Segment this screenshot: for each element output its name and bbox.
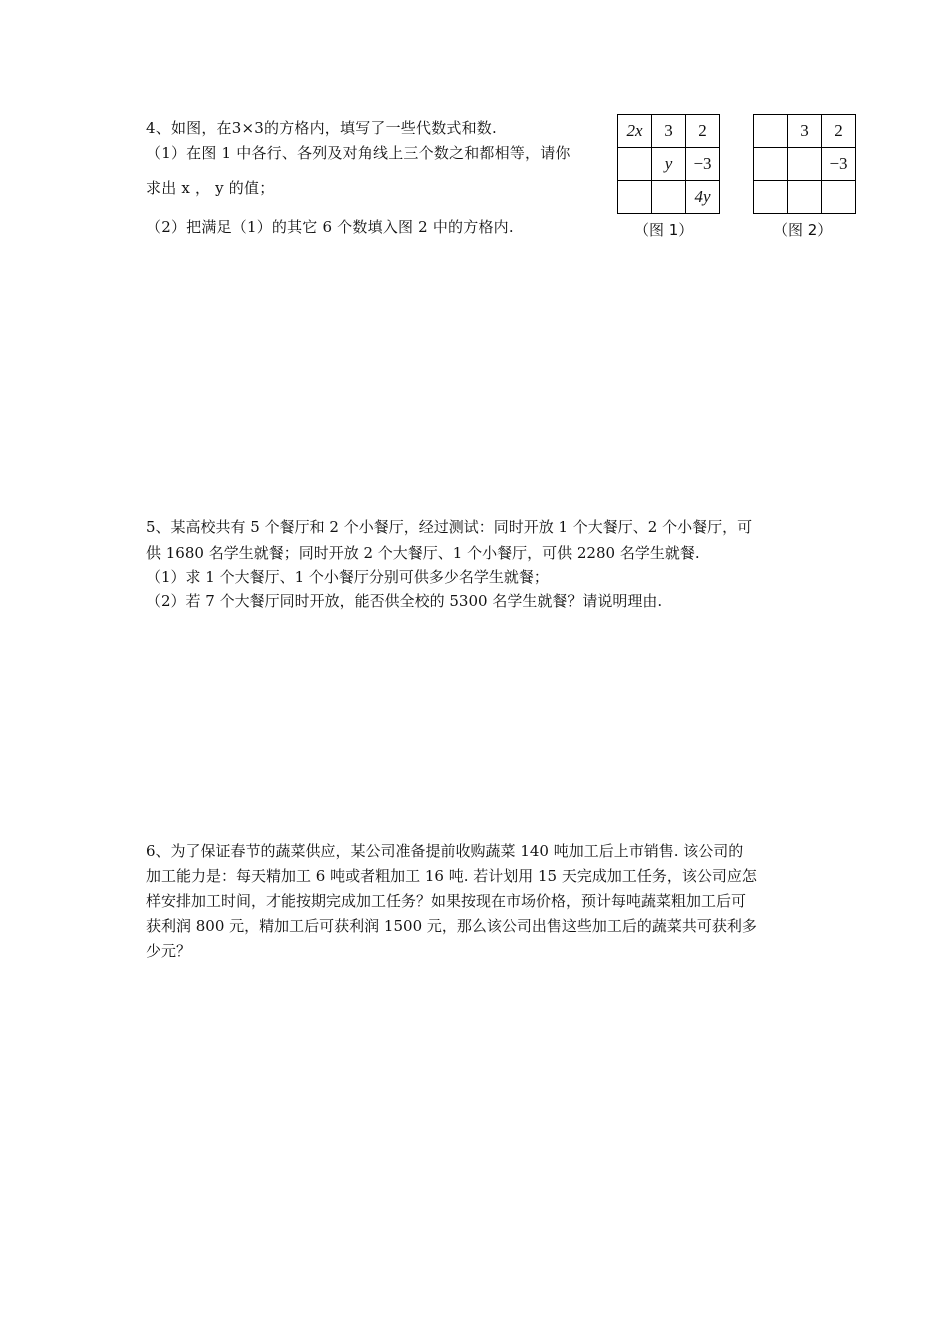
q6-line-1: 6、为了保证春节的蔬菜供应，某公司准备提前收购蔬菜 140 吨加工后上市销售. 该公司的 [146, 842, 744, 860]
figure-2-caption: （图 2） [773, 221, 833, 239]
fig2-cell [788, 148, 822, 181]
figure-2-grid [753, 114, 856, 214]
q6-line-2: 加工能力是：每天精加工 6 吨或者粗加工 16 吨. 若计划用 15 天完成加工任务，该公司应怎 [146, 867, 757, 885]
fig2-cell [754, 148, 788, 181]
fig2-cell [822, 181, 856, 214]
fig1-cell: y [652, 148, 686, 181]
fig2-cell: −3 [822, 148, 856, 181]
fig1-cell: 3 [652, 115, 686, 148]
q4-line-3: 求出 x ， y 的值； [146, 179, 275, 197]
q5-line-3: （1）求 1 个大餐厅、1 个小餐厅分别可供多少名学生就餐； [146, 568, 549, 586]
figure-1-caption: （图 1） [634, 221, 694, 239]
fig2-cell: 3 [788, 115, 822, 148]
fig2-cell [754, 181, 788, 214]
fig1-cell [618, 148, 652, 181]
fig1-cell [652, 181, 686, 214]
q5-line-2: 供 1680 名学生就餐；同时开放 2 个大餐厅、1 个小餐厅，可供 2280 名学生就餐. [146, 544, 700, 562]
fig1-cell: 2 [686, 115, 720, 148]
fig1-cell: 2x [618, 115, 652, 148]
fig1-cell [618, 181, 652, 214]
q6-line-4: 获利润 800 元，精加工后可获利润 1500 元，那么该公司出售这些加工后的蔬菜共可获利多 [146, 917, 757, 935]
q6-line-3: 样安排加工时间，才能按期完成加工任务？如果按现在市场价格，预计每吨蔬菜粗加工后可 [146, 892, 747, 910]
q5-line-4: （2）若 7 个大餐厅同时开放，能否供全校的 5300 名学生就餐？请说明理由. [146, 592, 663, 610]
fig1-cell: 4y [686, 181, 720, 214]
q4-line-4: （2）把满足（1）的其它 6 个数填入图 2 中的方格内. [146, 218, 514, 236]
figure-1-grid [617, 114, 720, 214]
q5-line-1: 5、某高校共有 5 个餐厅和 2 个小餐厅，经过测试：同时开放 1 个大餐厅、2 个小餐厅，可 [146, 518, 753, 536]
fig2-cell [788, 181, 822, 214]
q4-line-1: 4、如图，在3×3的方格内，填写了一些代数式和数. [146, 119, 497, 137]
fig2-cell [754, 115, 788, 148]
fig2-cell: 2 [822, 115, 856, 148]
q4-line-2: （1）在图 1 中各行、各列及对角线上三个数之和都相等，请你 [146, 144, 571, 162]
q6-line-5: 少元？ [146, 942, 192, 960]
fig1-cell: −3 [686, 148, 720, 181]
